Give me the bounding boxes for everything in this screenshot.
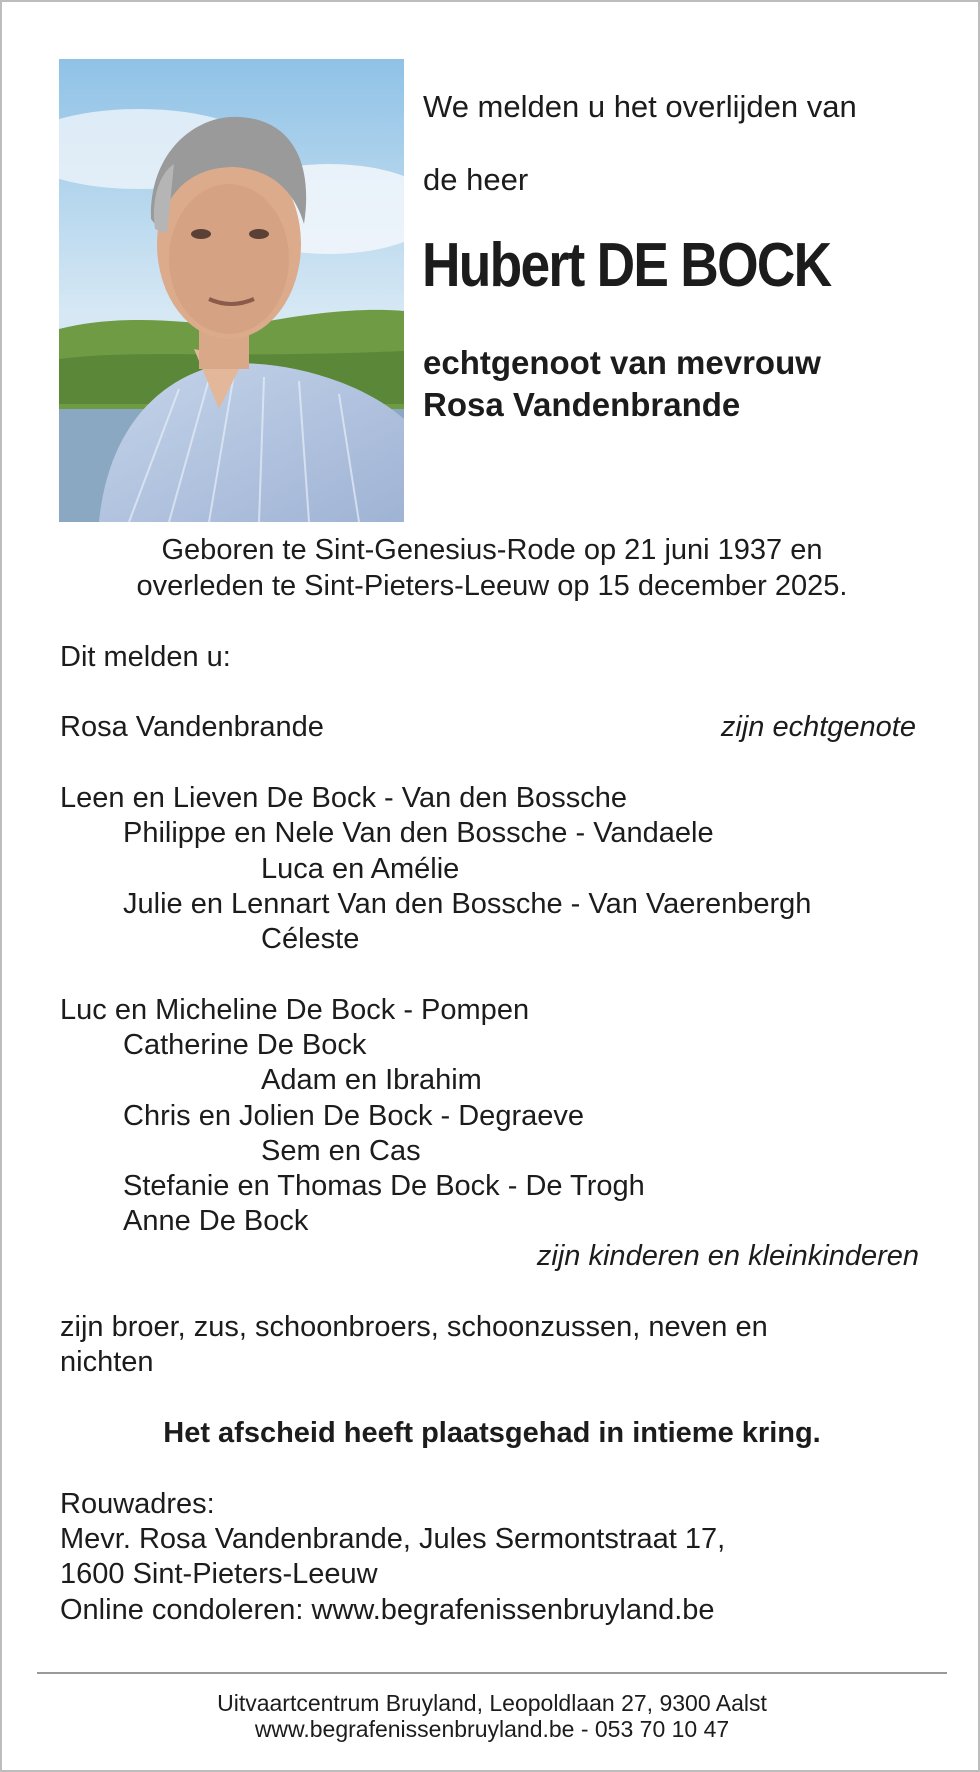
family-member: Luca en Amélie bbox=[261, 853, 460, 885]
family-member: Catherine De Bock bbox=[123, 1029, 367, 1061]
footer-line-1: Uitvaartcentrum Bruyland, Leopoldlaan 27, 9300 Aalst bbox=[217, 1690, 767, 1716]
family-member: Julie en Lennart Van den Bossche - Van Vaerenbergh bbox=[123, 888, 812, 920]
deceased-name: Hubert DE BOCK bbox=[422, 231, 831, 300]
birth-line-1: Geboren te Sint-Genesius-Rode op 21 juni 1937 en bbox=[161, 534, 823, 566]
address-label: Rouwadres: bbox=[60, 1488, 215, 1520]
family-member: Sem en Cas bbox=[261, 1135, 421, 1167]
relatives-line-1: zijn broer, zus, schoonbroers, schoonzussen, neven en bbox=[60, 1311, 768, 1343]
farewell-notice: Het afscheid heeft plaatsgehad in intieme kring. bbox=[163, 1417, 821, 1449]
family-member: Anne De Bock bbox=[123, 1205, 309, 1237]
birth-line-2: overleden te Sint-Pieters-Leeuw op 15 december 2025. bbox=[136, 570, 848, 602]
portrait-photo bbox=[59, 59, 404, 522]
address-line-1: Mevr. Rosa Vandenbrande, Jules Sermontstraat 17, bbox=[60, 1523, 726, 1555]
footer-divider bbox=[37, 1672, 947, 1674]
family-member: Céleste bbox=[261, 923, 360, 955]
family-member: Chris en Jolien De Bock - Degraeve bbox=[123, 1100, 584, 1132]
footer-line-2: www.begrafenissenbruyland.be - 053 70 10 47 bbox=[254, 1716, 730, 1742]
relatives-line-2: nichten bbox=[60, 1346, 154, 1378]
family-member: Luc en Micheline De Bock - Pompen bbox=[60, 994, 530, 1026]
address-line-2: 1600 Sint-Pieters-Leeuw bbox=[60, 1558, 378, 1590]
honorific: de heer bbox=[423, 162, 529, 197]
spouse-role: zijn echtgenote bbox=[720, 711, 916, 743]
children-role: zijn kinderen en kleinkinderen bbox=[536, 1240, 919, 1272]
family-member: Leen en Lieven De Bock - Van den Bossche bbox=[60, 782, 627, 814]
spouse-name: Rosa Vandenbrande bbox=[60, 711, 324, 743]
intro-text: We melden u het overlijden van bbox=[423, 89, 857, 124]
family-member: Stefanie en Thomas De Bock - De Trogh bbox=[123, 1170, 645, 1202]
spouse-line-2: Rosa Vandenbrande bbox=[423, 386, 741, 423]
family-heading: Dit melden u: bbox=[60, 641, 231, 673]
family-member: Adam en Ibrahim bbox=[261, 1064, 482, 1096]
online-condolences: Online condoleren: www.begrafenissenbruyland.be bbox=[60, 1594, 715, 1626]
spouse-line-1: echtgenoot van mevrouw bbox=[423, 344, 821, 381]
family-member: Philippe en Nele Van den Bossche - Vandaele bbox=[123, 817, 714, 849]
